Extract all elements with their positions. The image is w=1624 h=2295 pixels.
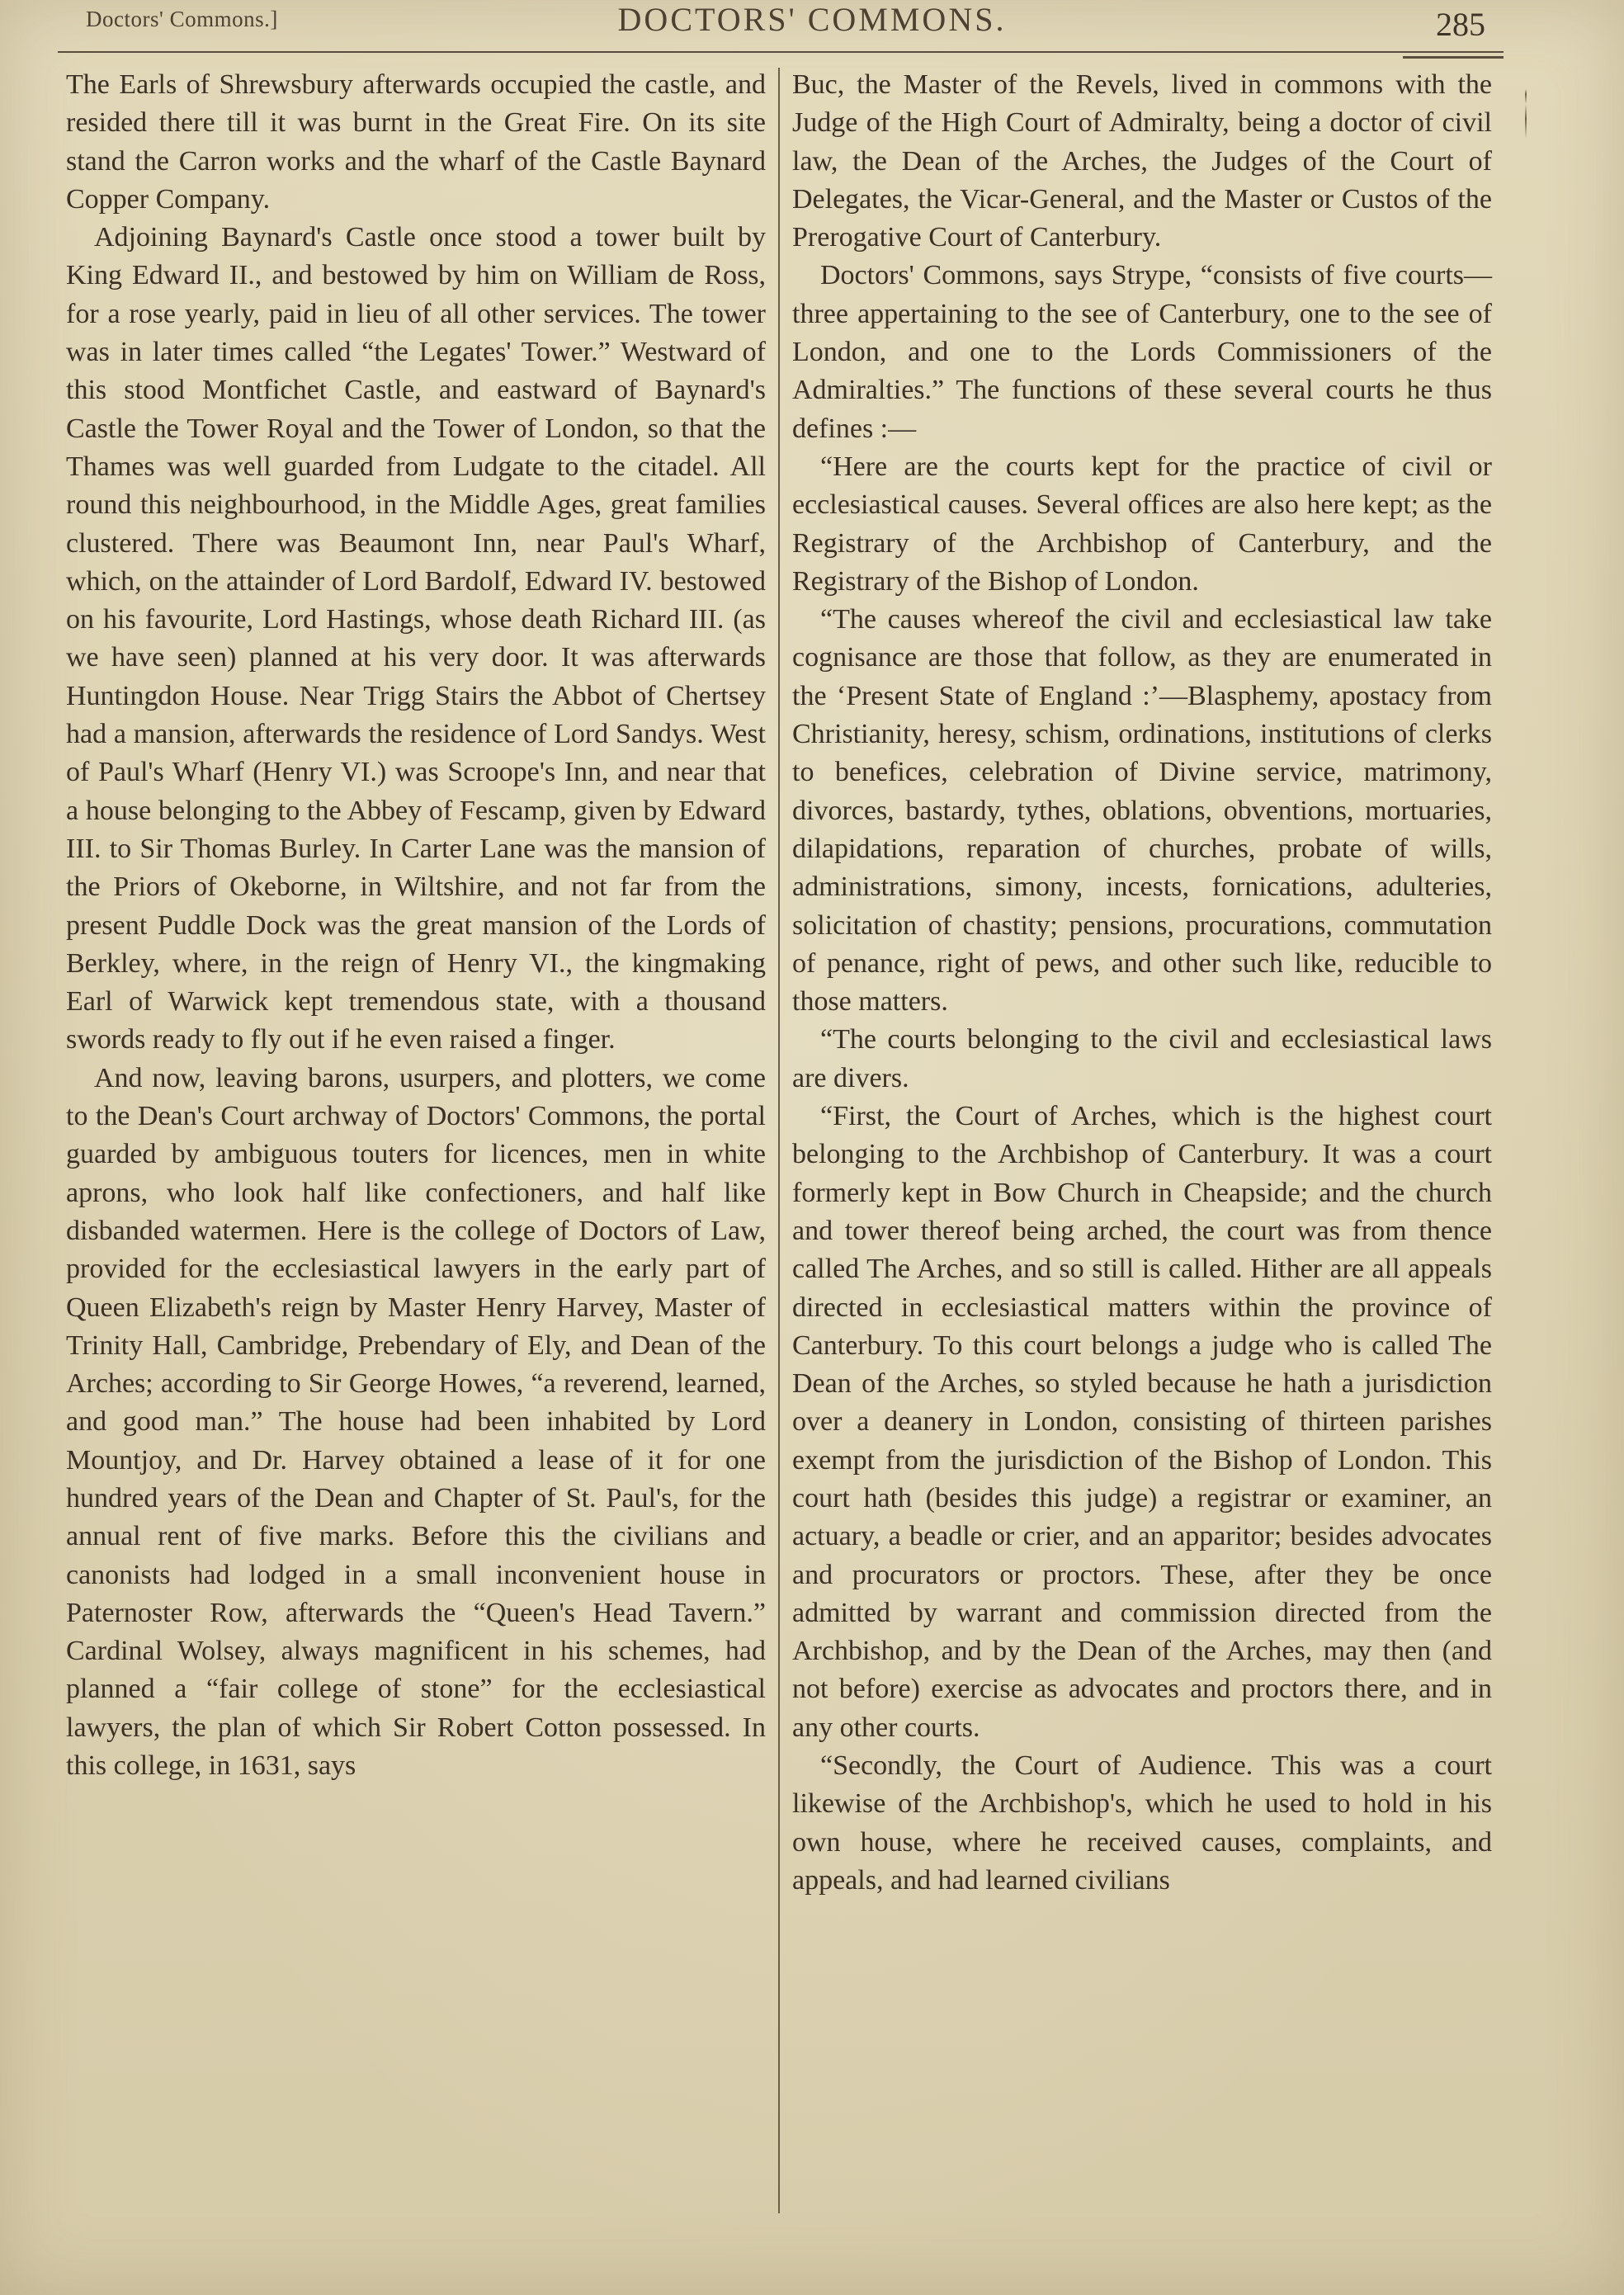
paragraph: The Earls of Shrewsbury afterwards occupied the castle, and resided there till it was burnt in the Great Fire. On its site stand the Carron works and the wharf of the Castle Baynard Copper Company. <box>66 69 766 215</box>
paragraph: Adjoining Baynard's Castle once stood a tower built by King Edward II., and bestowed by him on William de Ross, for a rose yearly, paid in lieu of all other services. The tower was in later times called “the Legates' Tower.” Westward of this stood Montfichet Castle, and eastward of Baynard's Castle the Tower Royal and the Tower of London, so that the Thames was well guarded from Ludgate to the citadel. All round this neighbourhood, in the Middle Ages, great families clustered. There was Beaumont Inn, near Paul's Wharf, which, on the attainder of Lord Bardolf, Edward IV. bestowed on his favourite, Lord Hastings, whose death Richard III. (as we have seen) planned at his very door. It was afterwards Huntingdon House. Near Trigg Stairs the Abbot of Chertsey had a mansion, afterwards the residence of Lord Sandys. West of Paul's Wharf (Henry VI.) was Scroope's Inn, and near that a house belonging to the Abbey of Fescamp, given by Edward III. to Sir Thomas Burley. In Carter Lane was the mansion of the Priors of Okeborne, in Wiltshire, and not far from the present Puddle Dock was the great mansion of the Lords of Berkley, where, in the reign of Henry VI., the kingmaking Earl of Warwick kept tremendous state, with a thousand swords ready to fly out if he even raised a finger. <box>66 222 766 1055</box>
running-head-title: DOCTORS' COMMONS. <box>617 1 1007 38</box>
header-rule <box>58 51 1504 53</box>
page-number: 285 <box>1436 6 1485 43</box>
paragraph: And now, leaving barons, usurpers, and plotters, we come to the Dean's Court archway of Doctors' Commons, the portal guarded by ambiguous touters for licences, men in white aprons, who look half like confectioners, and half like disbanded watermen. Here is the college of Doctors of Law, provided for the ecclesiastical lawyers in the early part of Queen Elizabeth's reign by Master Henry Harvey, Master of Trinity Hall, Cambridge, Prebendary of Ely, and Dean of the Arches; according to Sir George Howes, “a reverend, learned, and good man.” The house had been inhabited by Lord Mountjoy, and Dr. Harvey obtained a lease of it for one hundred years of the Dean and Chapter of St. Paul's, for the annual rent of five marks. Before this the civilians and canonists had lodged in a small inconvenient house in Paternoster Row, afterwards the “Queen's Head Tavern.” Cardinal Wolsey, always magnificent in his schemes, had planned a “fair college of stone” for the ecclesiastical lawyers, the plan of which Sir Robert Cotton possessed. In this college, in 1631, says <box>66 1062 766 1782</box>
paragraph: Buc, the Master of the Revels, lived in commons with the Judge of the High Court of Admiralty, being a doctor of civil law, the Dean of the Arches, the Judges of the Court of Delegates, the Vicar-General, and the Master or Custos of the Prerogative Court of Canterbury. <box>792 69 1492 253</box>
paragraph: Doctors' Commons, says Strype, “consists of five courts—three appertaining to the see of Canterbury, one to the see of London, and one to the Lords Commissioners of the Admiralties.” The functions of these several courts he thus defines :— <box>792 260 1492 444</box>
paragraph: “The courts belonging to the civil and ecclesiastical laws are divers. <box>792 1024 1492 1093</box>
paragraph: “The causes whereof the civil and ecclesiastical law take cognisance are those that follow, as they are enumerated in the ‘Present State of England :’—Blasphemy, apostacy from Christianity, heresy, schism, ordinations, institutions of clerks to benefices, celebration of Divine service, matrimony, divorces, bastardy, tythes, oblations, obventions, mortuaries, dilapidations, reparation of churches, probate of wills, administrations, simony, incests, fornications, adulteries, solicitation of chastity; pensions, procurations, commutation of penance, right of pews, and other such like, reducible to those matters. <box>792 604 1492 1018</box>
running-head-left: Doctors' Commons.] <box>86 7 278 31</box>
left-column <box>66 66 766 1785</box>
header-rule-accent <box>1403 56 1504 59</box>
margin-mark <box>1525 89 1527 139</box>
paragraph: “First, the Court of Arches, which is the highest court belonging to the Archbishop of Canterbury. It was a court formerly kept in Bow Church in Cheapside; and the church and tower thereof being arched, the court was from thence called The Arches, and so still is called. Hither are all appeals directed in ecclesiastical matters within the province of Canterbury. To this court belongs a judge who is called The Dean of the Arches, so styled because he hath a jurisdiction over a deanery in London, consisting of thirteen parishes exempt from the jurisdiction of the Bishop of London. This court hath (besides this judge) a registrar or examiner, an actuary, a beadle or crier, and an apparitor; besides advocates and procurators or proctors. These, after they be once admitted by warrant and commission directed from the Archbishop, and by the Dean of the Arches, may then (and not before) exercise as advocates and proctors there, and in any other courts. <box>792 1101 1492 1743</box>
paragraph: “Secondly, the Court of Audience. This was a court likewise of the Archbishop's, which he used to hold in his own house, where he received causes, complaints, and appeals, and had learned civilians <box>792 1750 1492 1896</box>
paragraph: “Here are the courts kept for the practice of civil or ecclesiastical causes. Several offices are also here kept; as the Registrary of the Archbishop of Canterbury, and the Registrary of the Bishop of London. <box>792 451 1492 597</box>
column-divider <box>778 68 780 2213</box>
right-column <box>792 66 1492 1900</box>
